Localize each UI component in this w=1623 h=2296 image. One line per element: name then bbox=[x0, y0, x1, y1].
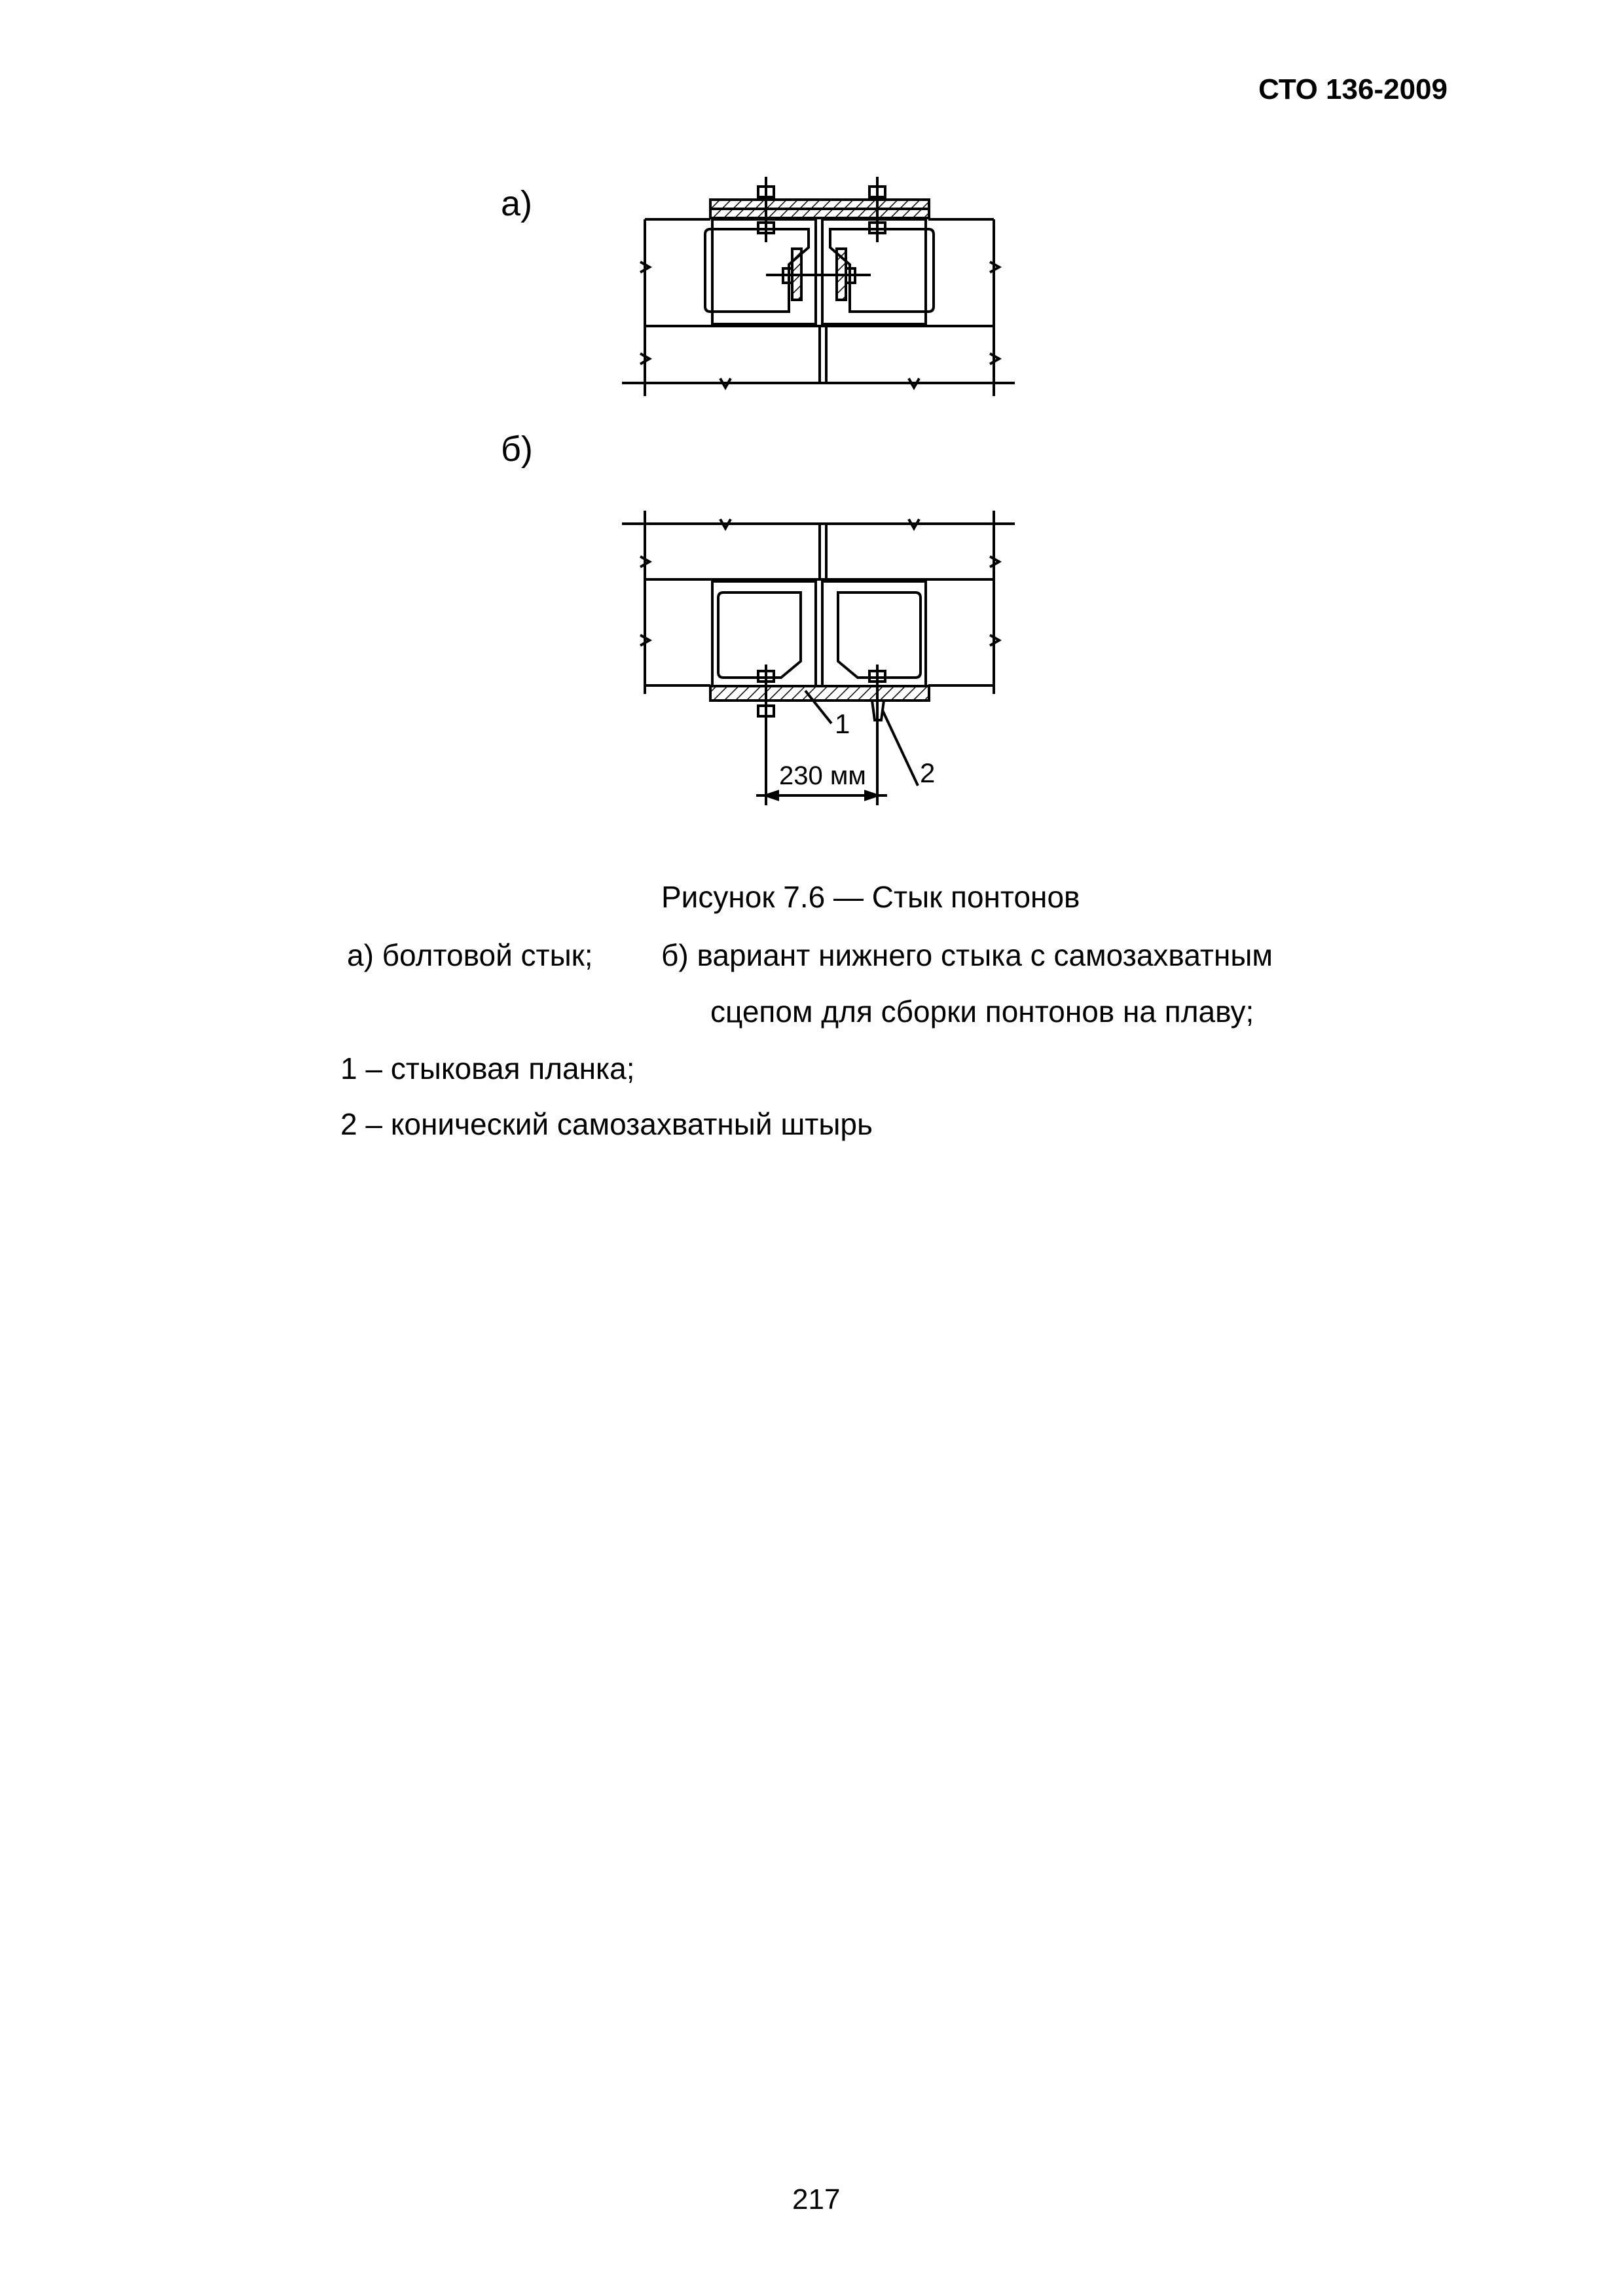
box-channels-b bbox=[712, 581, 926, 686]
box-channels-a bbox=[705, 219, 934, 324]
panel-a-label: а) bbox=[501, 184, 533, 223]
panel-b-label: б) bbox=[501, 429, 533, 469]
caption-line-b2: сцепом для сборки понтонов на плаву; bbox=[710, 994, 1254, 1029]
callout-2: 2 bbox=[920, 757, 936, 788]
top-splice-plate bbox=[710, 200, 929, 218]
pontoon-outline-b bbox=[622, 511, 1015, 694]
dimension-label: 230 мм bbox=[779, 761, 866, 790]
pontoon-outline-a bbox=[622, 219, 1015, 396]
caption-line-a: а) болтовой стык; bbox=[347, 938, 593, 972]
legend-item-2: 2 – конический самозахватный штырь bbox=[340, 1107, 873, 1141]
figure-caption: Рисунок 7.6 — Стык понтонов bbox=[661, 880, 1080, 914]
document-code: СТО 136-2009 bbox=[1258, 73, 1448, 105]
callout-1: 1 bbox=[835, 708, 850, 739]
caption-line-b1: б) вариант нижнего стыка с самозахватным bbox=[661, 938, 1273, 972]
bottom-splice-plate bbox=[710, 686, 929, 701]
drawing-lower-joint bbox=[615, 498, 1021, 812]
legend-item-1: 1 – стыковая планка; bbox=[340, 1051, 635, 1085]
drawing-bolted-joint bbox=[615, 170, 1021, 406]
page-number: 217 bbox=[792, 2183, 841, 2215]
